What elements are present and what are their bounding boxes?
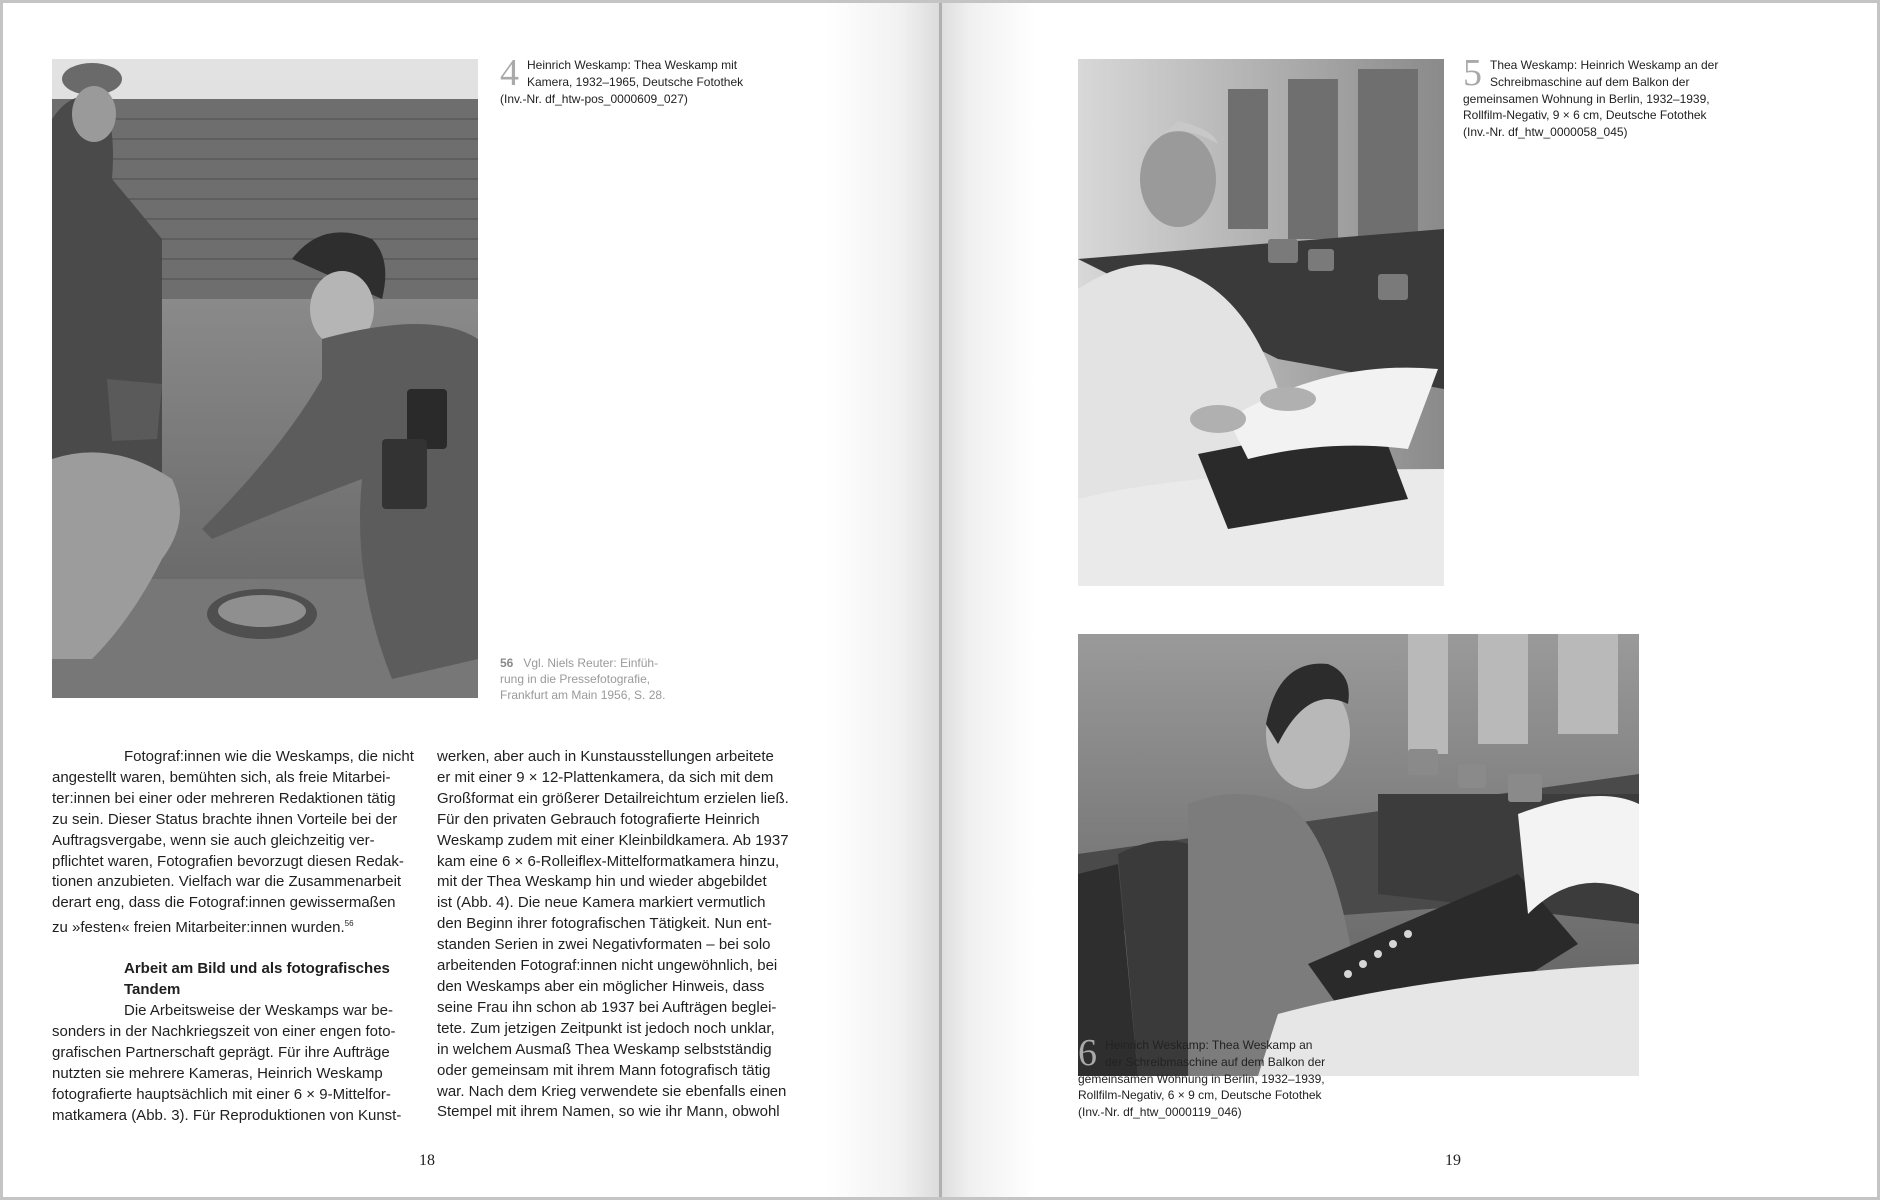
page-number-left: 18 <box>419 1152 435 1169</box>
page-number-right: 19 <box>1445 1152 1461 1169</box>
body-line: mit der Thea Weskamp hin und wieder abgebildet <box>437 873 767 891</box>
footnote-line: Frankfurt am Main 1956, S. 28. <box>500 688 666 702</box>
body-line: oder gemeinsam mit ihrem Mann fotografisch tätig <box>437 1061 771 1079</box>
right-page <box>942 3 1877 1197</box>
body-line: tionen anzubieten. Vielfach war die Zusammenarbeit <box>52 873 402 891</box>
figure-4-inventory: (Inv.-Nr. df_htw-pos_0000609_027) <box>500 91 688 106</box>
text-column-2 <box>437 747 809 1123</box>
figure-4-number: 4 <box>500 52 519 94</box>
body-line: nutzten sie mehrere Kameras, Heinrich Weskamp <box>52 1064 383 1082</box>
figure-5-caption-line: Rollfilm-Negativ, 9 × 6 cm, Deutsche Fotothek <box>1463 108 1707 123</box>
body-line: Fotograf:innen wie die Weskamps, die nicht <box>124 748 414 765</box>
body-line: angestellt waren, bemühten sich, als freie Mitarbei- <box>52 768 391 786</box>
footnote-line: rung in die Pressefotografie, <box>500 672 651 686</box>
section-heading: Tandem <box>124 981 181 999</box>
section-heading: Arbeit am Bild und als fotografisches <box>124 960 390 978</box>
body-line: in welchem Ausmaß Thea Weskamp selbstständig <box>437 1040 772 1058</box>
figure-5-caption <box>1463 52 1763 141</box>
body-line: Stempel mit ihrem Namen, so wie ihr Mann, obwohl <box>437 1103 780 1121</box>
left-page <box>3 3 939 1197</box>
body-line: werken, aber auch in Kunstausstellungen arbeitete <box>437 748 774 765</box>
figure-6-caption-line: der Schreibmaschine auf dem Balkon der <box>1105 1054 1326 1069</box>
body-line: Weskamp zudem mit einer Kleinbildkamera. Ab 1937 <box>437 831 789 849</box>
body-line: zu »festen« freien Mitarbeiter:innen wurden. <box>52 919 345 937</box>
body-line: arbeitenden Fotograf:innen nicht ungewöhnlich, bei <box>437 957 778 975</box>
figure-6-caption <box>1078 1032 1378 1121</box>
body-line: matkamera (Abb. 3). Für Reproduktionen von Kunst- <box>52 1106 402 1124</box>
figure-6-inventory: (Inv.-Nr. df_htw_0000119_046) <box>1078 1105 1242 1120</box>
body-line: kam eine 6 × 6-Rolleiflex-Mittelformatkamera hinzu, <box>437 852 780 870</box>
photo-thea-at-typewriter <box>1078 634 1639 1076</box>
body-line: Die Arbeitsweise der Weskamps war be- <box>124 1001 393 1019</box>
figure-5-number: 5 <box>1463 52 1482 94</box>
body-line: war. Nach dem Krieg verwendete sie ebenfalls einen <box>437 1082 787 1100</box>
body-line: fotografierte hauptsächlich mit einer 6 × 9-Mittelfor- <box>52 1085 391 1103</box>
figure-4-caption-line: Kamera, 1932–1965, Deutsche Fotothek <box>527 74 744 89</box>
body-line: den Beginn ihrer fotografischen Tätigkeit. Nun ent- <box>437 915 772 933</box>
body-line: ter:innen bei einer oder mehreren Redaktionen tätig <box>52 789 396 807</box>
body-line: derart eng, dass die Fotograf:innen gewissermaßen <box>52 894 396 912</box>
figure-5-caption-line: gemeinsamen Wohnung in Berlin, 1932–1939, <box>1463 91 1710 106</box>
body-line: grafischen Partnerschaft geprägt. Für ihre Aufträge <box>52 1043 390 1061</box>
figure-4-caption-line: Heinrich Weskamp: Thea Weskamp mit <box>527 58 738 72</box>
body-line: pflichtet waren, Fotografien bevorzugt diesen Redak- <box>52 852 404 870</box>
body-line: seine Frau ihn schon ab 1937 bei Aufträgen beglei- <box>437 998 777 1016</box>
body-line: tete. Zum jetzigen Zeitpunkt ist jedoch noch unklar, <box>437 1019 775 1037</box>
figure-4-caption <box>500 52 800 107</box>
figure-6-caption-line: Heinrich Weskamp: Thea Weskamp an <box>1105 1038 1313 1052</box>
text-column-1 <box>52 747 422 1126</box>
footnote-line: Vgl. Niels Reuter: Einfüh- <box>523 656 659 670</box>
body-line: den Weskamps aber ein möglicher Hinweis, dass <box>437 977 765 995</box>
body-line: Großformat ein größerer Detailreichtum erzielen ließ. <box>437 789 789 807</box>
body-line: er mit einer 9 × 12-Plattenkamera, da sich mit dem <box>437 768 774 786</box>
body-line: standen Serien in zwei Negativformaten – bei solo <box>437 936 771 954</box>
figure-5-caption-line: Thea Weskamp: Heinrich Weskamp an der <box>1490 58 1719 72</box>
footnote-number: 56 <box>500 656 514 670</box>
photo-heinrich-at-typewriter <box>1078 59 1444 586</box>
figure-6-caption-line: gemeinsamen Wohnung in Berlin, 1932–1939, <box>1078 1071 1325 1086</box>
photo-thea-with-camera <box>52 59 478 698</box>
body-line: ist (Abb. 4). Die neue Kamera markiert vermutlich <box>437 894 766 912</box>
body-line: Auftragsvergabe, wenn sie auch gleichzeitig ver- <box>52 831 375 849</box>
figure-5-caption-line: Schreibmaschine auf dem Balkon der <box>1490 74 1690 89</box>
body-line: Für den privaten Gebrauch fotografierte Heinrich <box>437 810 760 828</box>
body-line: zu sein. Dieser Status brachte ihnen Vorteile bei der <box>52 810 398 828</box>
figure-5-inventory: (Inv.-Nr. df_htw_0000058_045) <box>1463 125 1628 140</box>
body-line: sonders in der Nachkriegszeit von einer engen foto- <box>52 1022 396 1040</box>
figure-6-caption-line: Rollfilm-Negativ, 6 × 9 cm, Deutsche Fotothek <box>1078 1088 1322 1103</box>
footnote-56 <box>500 655 700 703</box>
figure-6-number: 6 <box>1078 1032 1097 1074</box>
footnote-reference[interactable]: 56 <box>344 919 354 929</box>
